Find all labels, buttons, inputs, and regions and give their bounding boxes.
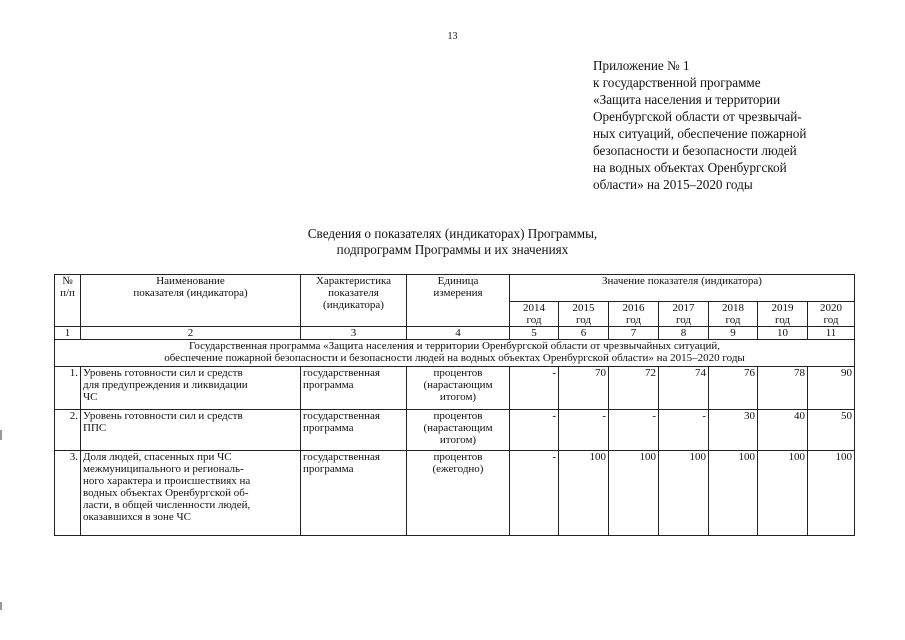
indicator-name: Уровень готовности сил и средств ППС — [81, 410, 301, 451]
year-cell: 2016 год — [609, 302, 659, 327]
document-title — [0, 226, 905, 258]
row-number: 1. — [55, 367, 81, 410]
value-cell: 70 — [559, 367, 609, 410]
header-values: Значение показателя (индикатора) — [510, 275, 855, 302]
value-cell: 74 — [659, 367, 709, 410]
year-cell: 2017 год — [659, 302, 709, 327]
column-number: 6 — [559, 327, 609, 340]
value-cell: 100 — [709, 451, 758, 536]
column-number: 3 — [301, 327, 407, 340]
table-row — [55, 367, 855, 410]
title-line-1: Сведения о показателях (индикаторах) Программы, — [307, 226, 598, 241]
table-row — [55, 451, 855, 536]
indicator-characteristic: государственная программа — [301, 451, 407, 536]
column-number: 9 — [709, 327, 758, 340]
year-cell: 2019 год — [758, 302, 808, 327]
indicator-unit: процентов (нарастающим итогом) — [407, 410, 510, 451]
appendix-line: ных ситуаций, обеспечение пожарной — [593, 126, 807, 141]
column-number: 4 — [407, 327, 510, 340]
year-cell: 2020 год — [808, 302, 855, 327]
value-cell: 76 — [709, 367, 758, 410]
value-cell: - — [510, 410, 559, 451]
value-cell: 100 — [559, 451, 609, 536]
appendix-line: к государственной программе — [593, 75, 761, 90]
table-row — [55, 410, 855, 451]
column-number: 10 — [758, 327, 808, 340]
value-cell: - — [510, 367, 559, 410]
appendix-line: области» на 2015–2020 годы — [593, 177, 753, 192]
value-cell: 100 — [609, 451, 659, 536]
appendix-line: Оренбургской области от чрезвычай- — [593, 109, 802, 124]
indicator-unit: процентов (ежегодно) — [407, 451, 510, 536]
scan-edge-mark — [0, 430, 2, 440]
appendix-line: Приложение № 1 — [593, 58, 690, 73]
value-cell: 30 — [709, 410, 758, 451]
header-num: № п/п — [55, 275, 81, 327]
value-cell: - — [609, 410, 659, 451]
column-number: 5 — [510, 327, 559, 340]
column-number-row — [55, 327, 855, 340]
value-cell: 72 — [609, 367, 659, 410]
row-number: 2. — [55, 410, 81, 451]
page-number: 13 — [447, 31, 458, 42]
value-cell: - — [559, 410, 609, 451]
scan-edge-mark — [0, 602, 2, 610]
program-title: Государственная программа «Защита населения и территории Оренбургской области от чрезвычайных ситуаций, обеспечение пожарной безопасности и безопасности людей на водных объектах Оренбургской области» на 2015–2020 годы — [55, 340, 855, 367]
header-name: Наименование показателя (индикатора) — [81, 275, 301, 327]
value-cell: 78 — [758, 367, 808, 410]
appendix-line: «Защита населения и территории — [593, 92, 781, 107]
indicator-characteristic: государственная программа — [301, 410, 407, 451]
appendix-line: безопасности и безопасности людей — [593, 143, 797, 158]
year-cell: 2015 год — [559, 302, 609, 327]
indicator-characteristic: государственная программа — [301, 367, 407, 410]
value-cell: 40 — [758, 410, 808, 451]
year-cell: 2018 год — [709, 302, 758, 327]
appendix-line: на водных объектах Оренбургской — [593, 160, 787, 175]
title-line-2: подпрограмм Программы и их значениях — [336, 242, 569, 257]
column-number: 8 — [659, 327, 709, 340]
year-cell: 2014 год — [510, 302, 559, 327]
header-unit: Единица измерения — [407, 275, 510, 327]
column-number: 2 — [81, 327, 301, 340]
row-number: 3. — [55, 451, 81, 536]
column-number: 1 — [55, 327, 81, 340]
column-number: 7 — [609, 327, 659, 340]
indicator-name: Уровень готовности сил и средств для предупреждения и ликвидации ЧС — [81, 367, 301, 410]
value-cell: 100 — [758, 451, 808, 536]
indicator-unit: процентов (нарастающим итогом) — [407, 367, 510, 410]
column-number: 11 — [808, 327, 855, 340]
value-cell: 100 — [808, 451, 855, 536]
program-row — [55, 340, 855, 367]
value-cell: - — [659, 410, 709, 451]
value-cell: 100 — [659, 451, 709, 536]
value-cell: 90 — [808, 367, 855, 410]
header-characteristic: Характеристика показателя (индикатора) — [301, 275, 407, 327]
indicator-name: Доля людей, спасенных при ЧС межмуниципального и региональ- ного характера и происшествиях на водных объектах Оренбургской об- ласти, в общей численности людей, оказавшихся в зоне ЧС — [81, 451, 301, 536]
header-row — [55, 275, 855, 302]
indicators-table — [54, 274, 855, 536]
value-cell: 50 — [808, 410, 855, 451]
appendix-note — [593, 57, 863, 193]
value-cell: - — [510, 451, 559, 536]
